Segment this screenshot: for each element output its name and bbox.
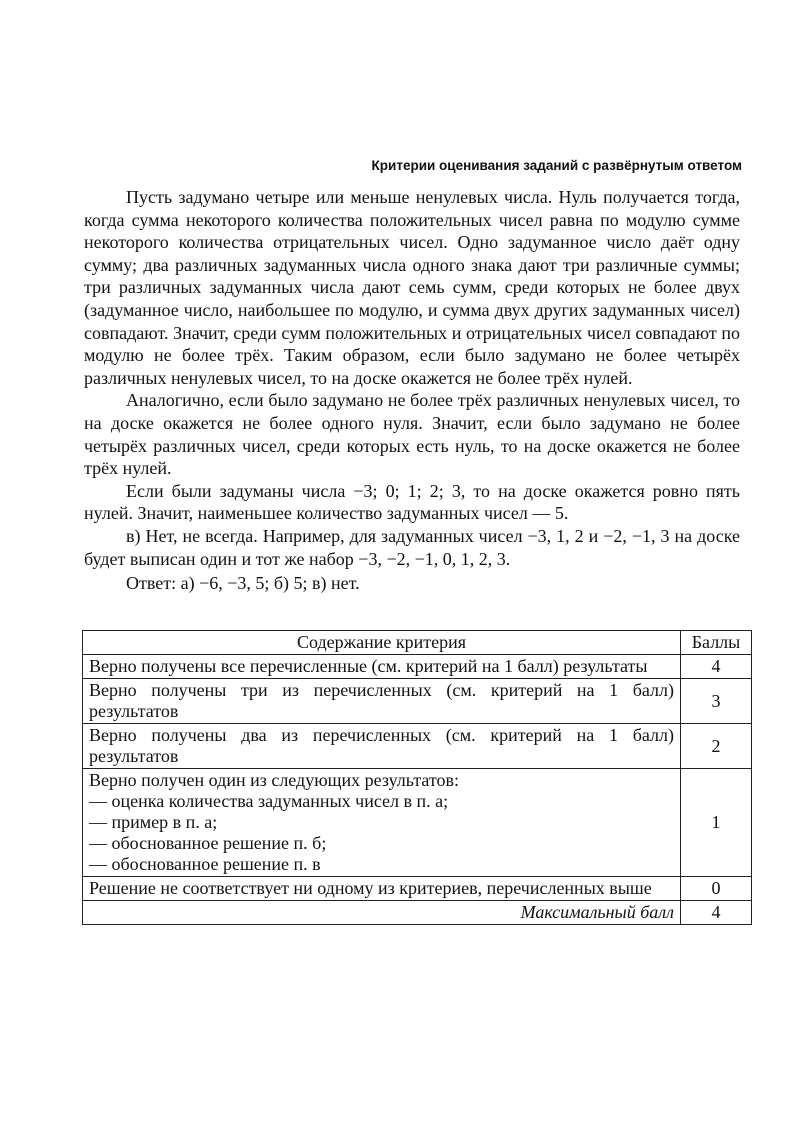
criterion-points: 0 (681, 877, 752, 901)
table-row (83, 769, 752, 877)
solution-text (84, 186, 740, 595)
criterion-points: 1 (681, 769, 752, 877)
paragraph: Если были задуманы числа −3; 0; 1; 2; 3, то на доске окажется ровно пять нулей. Значит, наименьшее количество задуманных чисел — 5. (84, 480, 740, 524)
table-row (83, 724, 752, 769)
answer-line: Ответ: а) −6, −3, 5; б) 5; в) нет. (126, 573, 360, 594)
points-column-header: Баллы (681, 631, 752, 655)
criterion-points: 2 (681, 724, 752, 769)
page-header: Критерии оценивания заданий с развёрнутым ответом (371, 158, 742, 173)
criterion-line: — пример в п. а; (89, 812, 218, 832)
criterion-text: Верно получены три из перечисленных (см. критерий на 1 балл) результатов (83, 679, 681, 724)
criterion-line: Верно получен один из следующих результатов: (89, 770, 460, 790)
criterion-text: Верно получены два из перечисленных (см. критерий на 1 балл) результатов (83, 724, 681, 769)
criterion-text: Верно получены все перечисленные (см. критерий на 1 балл) результаты (83, 655, 681, 679)
table-row (83, 679, 752, 724)
max-score-row (83, 901, 752, 925)
criterion-line: — обоснованное решение п. б; (89, 833, 327, 853)
paragraph: Аналогично, если было задумано не более трёх различных ненулевых чисел, то на доске окажется не более одного нуля. Значит, если было задумано не более четырёх различных чисел, среди которых есть нуль, то на доске окажется не более трёх нулей. (84, 390, 740, 479)
criterion-line: — оценка количества задуманных чисел в п. а; (89, 791, 449, 811)
table-row (83, 655, 752, 679)
criterion-text: Решение не соответствует ни одному из критериев, перечисленных выше (83, 877, 681, 901)
paragraph: в) Нет, не всегда. Например, для задуманных чисел −3, 1, 2 и −2, −1, 3 на доске будет выписан один и тот же набор −3, −2, −1, 0, 1, 2, 3. (84, 525, 740, 569)
criterion-line: — обоснованное решение п. в (89, 854, 321, 874)
criteria-column-header: Содержание критерия (83, 631, 681, 655)
criterion-text (83, 769, 681, 877)
max-score-label: Максимальный балл (83, 901, 681, 925)
criteria-table (82, 630, 752, 925)
table-row (83, 877, 752, 901)
paragraph: Пусть задумано четыре или меньше ненулевых числа. Нуль получается тогда, когда сумма некоторого количества положительных чисел равна по модулю сумме некоторого количества отрицательных чисел. Одно задуманное число даёт одну сумму; два различных задуманных числа одного знака дают три различные суммы; три различных задуманных числа дают семь сумм, среди которых не более двух (задуманное число, наибольшее по модулю, и сумма двух других задуманных чисел) совпадают. Значит, среди сумм положительных и отрицательных чисел совпадают по модулю не более трёх. Таким образом, если было задумано не более четырёх различных ненулевых чисел, то на доске окажется не более трёх нулей. (84, 187, 740, 388)
max-score-value: 4 (681, 901, 752, 925)
table-header-row (83, 631, 752, 655)
criterion-points: 4 (681, 655, 752, 679)
criterion-points: 3 (681, 679, 752, 724)
